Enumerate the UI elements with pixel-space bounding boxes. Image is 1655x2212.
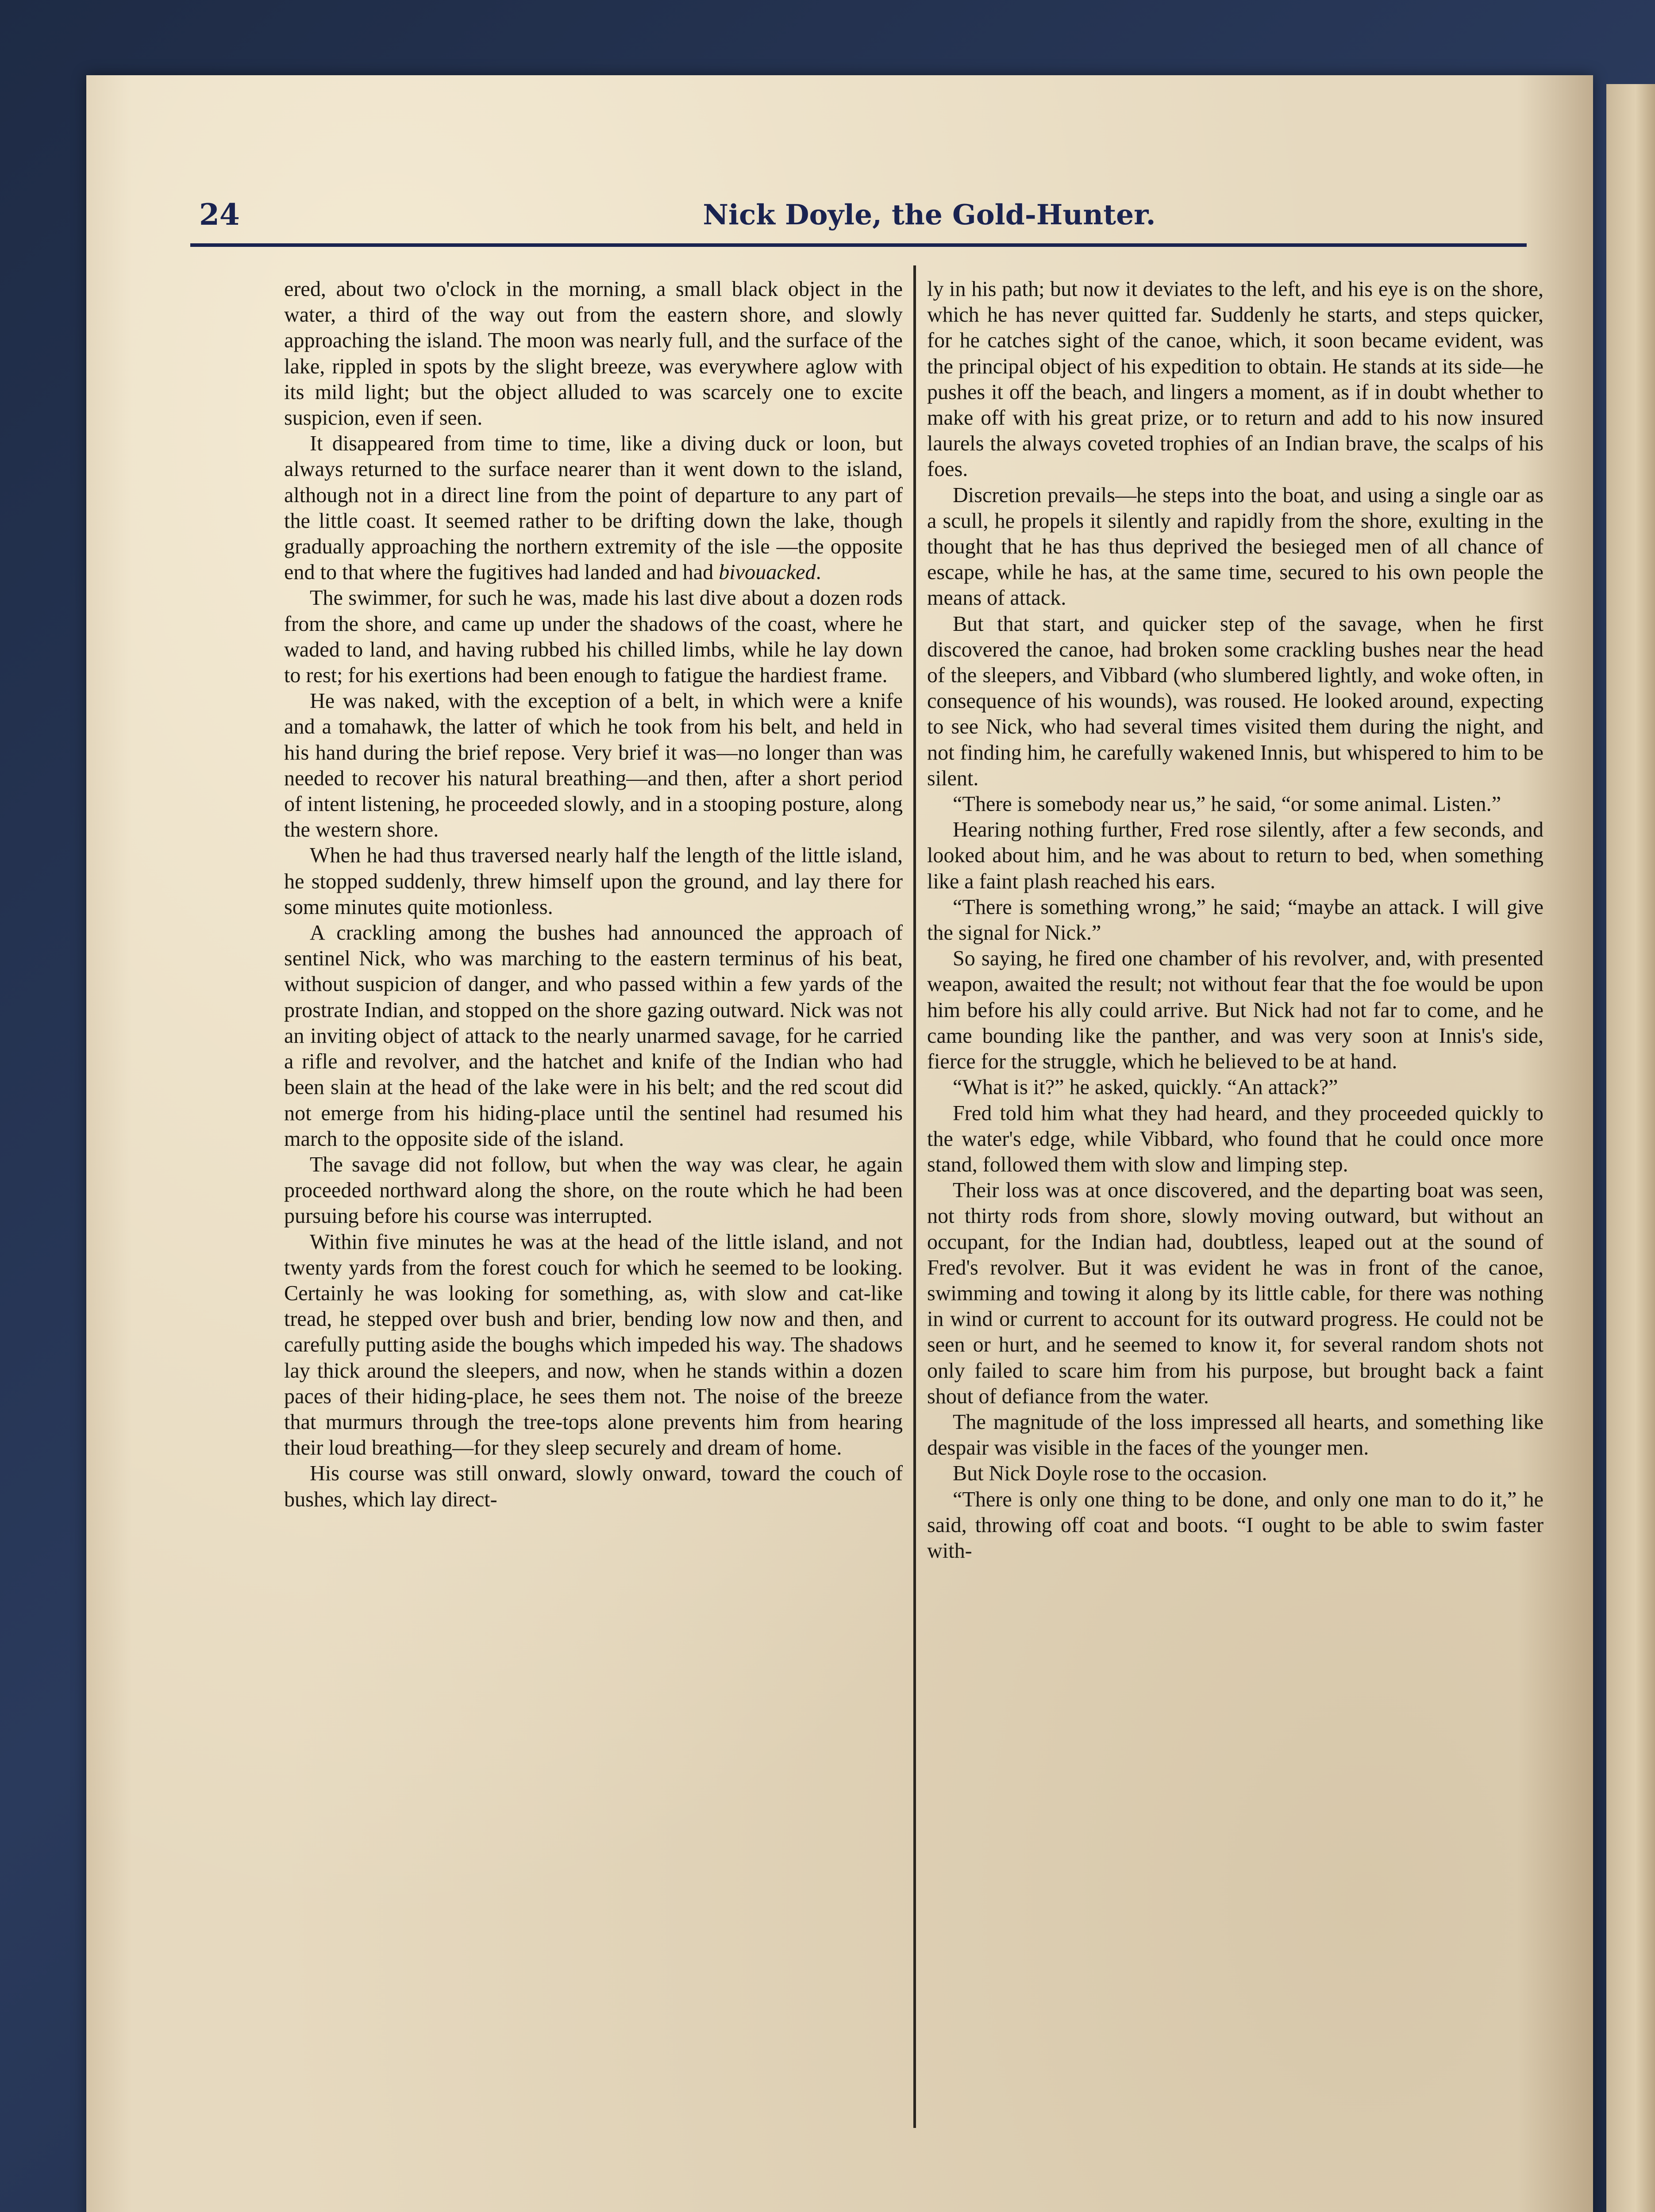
header-rule	[190, 243, 1527, 247]
paragraph-end: .	[816, 561, 821, 584]
paragraph: Hearing nothing further, Fred rose silently, after a few seconds, and looked about him, and he was about to return to bed, when something like a faint plash reached his ears.	[927, 818, 1543, 893]
page-number: 24	[199, 197, 240, 232]
paragraph: But that start, and quicker step of the savage, when he first discovered the canoe, had broken some crackling bushes near the head of the sleepers, and Vibbard (who slumbered lightly, and woke often, in consequence of his wounds), was roused. He looked around, expecting to see Nick, who had several times visited them during the night, and not finding him, he carefully wakened Innis, but whispered to him to be silent.	[927, 612, 1543, 790]
next-page-edge	[1606, 84, 1655, 2212]
column-divider	[913, 265, 916, 2128]
left-column	[284, 276, 903, 2139]
paragraph: When he had thus traversed nearly half the length of the little island, he stopped suddenly, threw himself upon the ground, and lay there for some minutes quite motionless.	[284, 844, 903, 919]
paragraph: Within five minutes he was at the head of the little island, and not twenty yards from the forest couch for which he seemed to be looking. Certainly he was looking for something, as, with slow and cat-like tread, he stepped over bush and brier, bending low now and then, and carefully putting aside the boughs which impeded his way. The shadows lay thick around the sleepers, and now, when he stands within a dozen paces of their hiding-place, he sees them not. The noise of the breeze that murmurs through the tree-tops alone prevents him from hearing their loud breathing—for they sleep securely and dream of home.	[284, 1230, 903, 1460]
paragraph-text: It disappeared from time to time, like a diving duck or loon, but always returned to the surface nearer than it went down to the island, although not in a direct line from the point of departure to any part of the little coast. It seemed rather to be drifting down the lake, though gradually approaching the northern extremity of the isle —the opposite end to that where the fugitives had landed and had	[284, 432, 903, 584]
paragraph: A crackling among the bushes had announced the approach of sentinel Nick, who was marching to the eastern terminus of his beat, without suspicion of danger, and who passed within a few yards of the prostrate Indian, and stopped on the shore gazing outward. Nick was not an inviting object of attack to the nearly unarmed savage, for he carried a rifle and revolver, and the hatchet and knife of the Indian who had been slain at the head of the lake were in his belt; and the red scout did not emerge from his hiding-place until the sentinel had resumed his march to the opposite side of the island.	[284, 921, 903, 1151]
paragraph: “There is somebody near us,” he said, “or some animal. Listen.”	[953, 792, 1501, 816]
paragraph: The magnitude of the loss impressed all hearts, and something like despair was visible in the faces of the younger men.	[927, 1410, 1543, 1460]
paragraph: “There is only one thing to be done, and only one man to do it,” he said, throwing off coat and boots. “I ought to be able to swim faster with-	[927, 1487, 1543, 1563]
paragraph: Their loss was at once discovered, and the departing boat was seen, not thirty rods from shore, slowly moving outward, but without an occupant, for the Indian had, doubtless, leaped out at the sound of Fred's revolver. But it was evident he was in front of the canoe, swimming and towing it along by its little cable, for there was nothing in wind or current to account for its outward progress. He could not be seen or hurt, and he seemed to know it, for several random shots not only failed to scare him from his purpose, but brought back a faint shout of defiance from the water.	[927, 1179, 1543, 1408]
paragraph: His course was still onward, slowly onward, toward the couch of bushes, which lay direct-	[284, 1462, 903, 1511]
paragraph: Discretion prevails—he steps into the boat, and using a single oar as a scull, he propels it silently and rapidly from the shore, exulting in the thought that he has thus deprived the besieged men of all chance of escape, while he has, at the same time, secured to his own people the means of attack.	[927, 483, 1543, 610]
paragraph: The savage did not follow, but when the way was clear, he again proceeded northward along the shore, on the route which he had been pursuing before his course was interrupted.	[284, 1152, 903, 1228]
paragraph: So saying, he fired one chamber of his revolver, and, with presented weapon, awaited the result; not without fear that the foe would be upon him before his ally could arrive. But Nick had not far to come, and he came bounding like the panther, and was very soon at Innis's side, fierce for the struggle, which he believed to be at hand.	[927, 947, 1543, 1074]
paragraph: But Nick Doyle rose to the occasion.	[953, 1462, 1267, 1486]
paragraph: ly in his path; but now it deviates to the left, and his eye is on the shore, which he has never quitted far. Suddenly he starts, and steps quicker, for he catches sight of the canoe, which, it soon became evident, was the principal object of his expedition to obtain. He stands at its side—he pushes it off the beach, and lingers a moment, as if in doubt whether to make off with his great prize, or to return and add to his now insured laurels the always coveted trophies of an Indian brave, the scalps of his foes.	[927, 277, 1543, 481]
paragraph: “There is something wrong,” he said; “maybe an attack. I will give the signal for Nick.”	[927, 895, 1543, 945]
paragraph: Fred told him what they had heard, and they proceeded quickly to the water's edge, while Vibbard, who found that he could once more stand, followed them with slow and limping step.	[927, 1101, 1543, 1176]
right-column	[927, 276, 1543, 2139]
paragraph	[284, 431, 903, 585]
paragraph: The swimmer, for such he was, made his last dive about a dozen rods from the shore, and came up under the shadows of the coast, where he waded to land, and having rubbed his chilled limbs, while he lay down to rest; for his exertions had been enough to fatigue the hardiest frame.	[284, 586, 903, 687]
running-title: Nick Doyle, the Gold-Hunter.	[703, 198, 1156, 231]
paragraph: “What is it?” he asked, quickly. “An attack?”	[953, 1075, 1338, 1099]
paragraph-italic: bivouacked	[719, 561, 816, 584]
paragraph: ered, about two o'clock in the morning, a small black object in the water, a third of the way out from the eastern shore, and slowly approaching the island. The moon was nearly full, and the surface of the lake, rippled in spots by the slight breeze, was everywhere aglow with its mild light; but the object alluded to was scarcely one to excite suspicion, even if seen.	[284, 277, 903, 430]
paragraph: He was naked, with the exception of a belt, in which were a knife and a tomahawk, the latter of which he took from his belt, and held in his hand during the brief repose. Very brief it was—no longer than was needed to recover his natural breathing—and then, after a short period of intent listening, he proceeded slowly, and in a stooping posture, along the western shore.	[284, 689, 903, 842]
